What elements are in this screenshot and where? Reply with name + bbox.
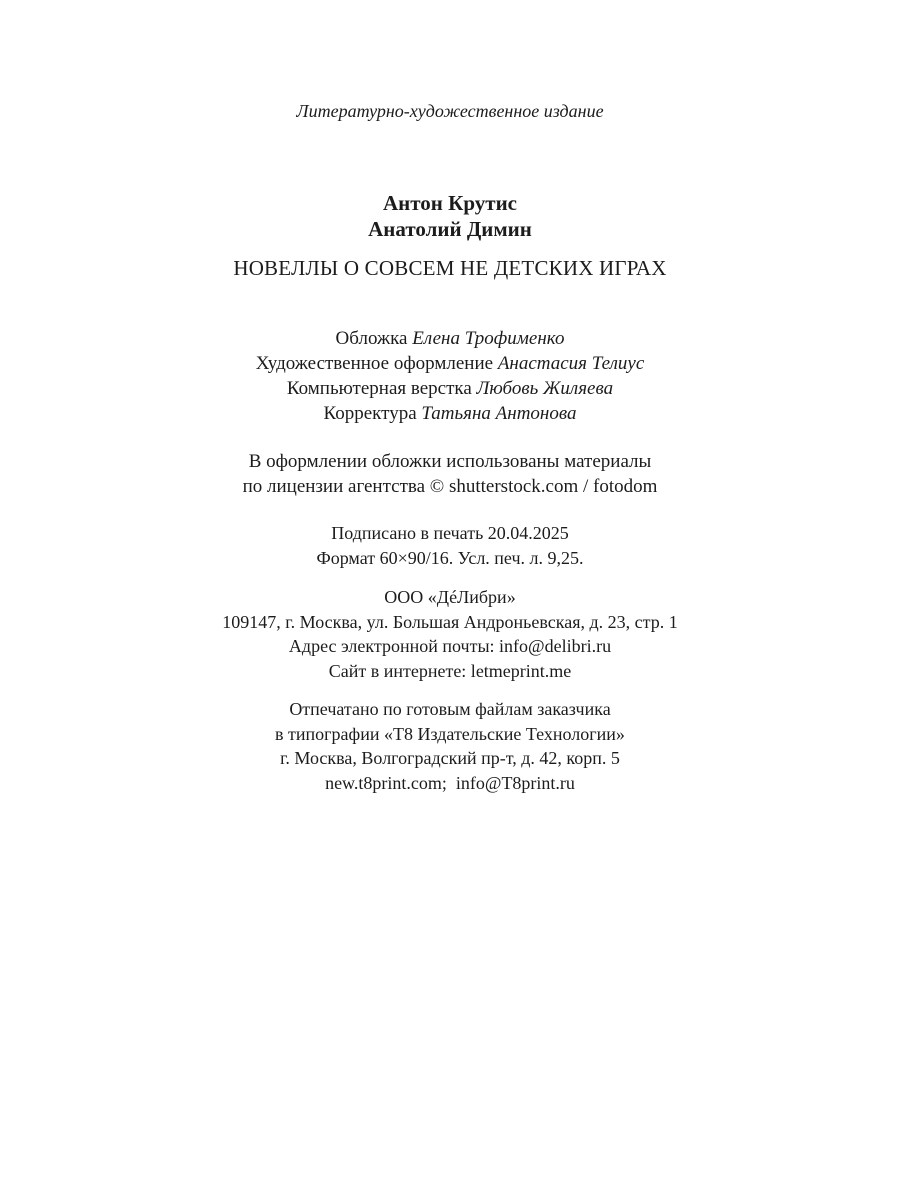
credit-role: Художественное оформление	[255, 353, 494, 374]
publisher-line: 109147, г. Москва, ул. Большая Андроньевская, д. 23, стр. 1	[222, 611, 678, 632]
publisher-info	[0, 585, 900, 683]
credit-role: Корректура	[323, 403, 417, 424]
credit-name: Анастасия Телиус	[497, 353, 645, 374]
license-notice	[0, 449, 900, 499]
license-line: В оформлении обложки использованы материалы	[248, 451, 652, 472]
print-info-line: Подписано в печать 20.04.2025	[331, 523, 569, 543]
printing-line: г. Москва, Волгоградский пр-т, д. 42, корп. 5	[280, 748, 620, 768]
author-name: Антон Крутис	[382, 191, 518, 215]
credit-role: Обложка	[335, 328, 408, 349]
print-info-line: Формат 60×90/16. Усл. печ. л. 9,25.	[316, 547, 584, 568]
license-line: по лицензии агентства © shutterstock.com / fotodom	[242, 476, 658, 497]
printing-line: Отпечатано по готовым файлам заказчика	[289, 699, 611, 719]
publisher-line: Сайт в интернете: letmeprint.me	[328, 660, 572, 681]
credit-name: Елена Трофименко	[412, 328, 565, 349]
credit-role: Компьютерная верстка	[286, 378, 472, 399]
publisher-line: ООО «ДéЛибри»	[384, 587, 516, 607]
credit-name: Татьяна Антонова	[421, 403, 577, 424]
printing-house-info	[0, 697, 900, 795]
book-title: НОВЕЛЛЫ О СОВСЕМ НЕ ДЕТСКИХ ИГРАХ	[233, 256, 667, 280]
edition-type: Литературно-художественное издание	[296, 101, 604, 121]
printing-line: new.t8print.com; info@T8print.ru	[325, 772, 575, 793]
credit-line	[0, 401, 900, 426]
credit-line	[0, 326, 900, 351]
print-info	[0, 521, 900, 570]
credit-line	[0, 351, 900, 376]
author-name: Анатолий Димин	[368, 217, 532, 241]
credit-line	[0, 376, 900, 401]
credit-name: Любовь Жиляева	[476, 378, 614, 399]
credits	[0, 326, 900, 426]
authors	[0, 190, 900, 242]
publisher-line: Адрес электронной почты: info@delibri.ru	[288, 636, 612, 656]
printing-line: в типографии «Т8 Издательские Технологии»	[275, 723, 625, 744]
